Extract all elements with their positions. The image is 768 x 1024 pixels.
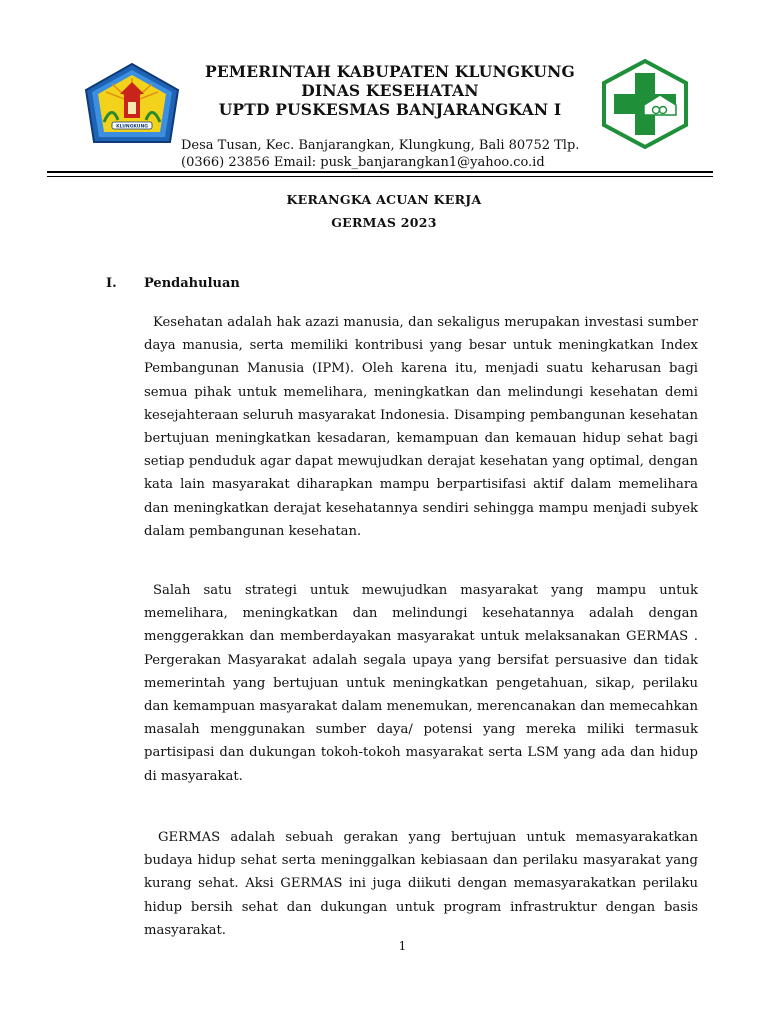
header-line-2: DINAS KESEHATAN [301,81,479,100]
paragraph-3 [144,826,698,942]
header-line-1: PEMERINTAH KABUPATEN KLUNGKUNG [205,62,575,81]
header-divider-thick [47,171,713,173]
page-number: 1 [398,939,407,953]
section-heading: Pendahuluan [144,276,240,291]
header-divider-thin [47,176,713,177]
doc-title: KERANGKA ACUAN KERJA [286,192,482,207]
paragraph-1-text: Kesehatan adalah hak azazi manusia, dan sekaligus merupakan investasi sumber daya manusia, serta memiliki kontribusi yang besar untuk meningkatkan Index Pembangunan Manusia (IPM). Oleh karena itu, menjadi suatu keharusan bagi semua pihak untuk memelihara, meningkatkan dan melindungi kesehatan demi kesejahteraan seluruh masyarakat Indonesia. Disamping pembangunan kesehatan bertujuan meningkatkan kesadaran, kemampuan dan kemauan hidup sehat bagi setiap penduduk agar dapat mewujudkan derajat kesehatan yang optimal, dengan kata lain masyarakat diharapkan mampu berpartisifasi aktif dalam memelihara dan meningkatkan derajat kesehatannya sendiri sehingga mampu menjadi subyek dalam pembangunan kesehatan. [144,315,698,539]
paragraph-1 [144,311,698,543]
doc-subtitle: GERMAS 2023 [331,215,437,230]
puskesmas-logo-icon [600,59,690,149]
paragraph-3-text: GERMAS adalah sebuah gerakan yang bertujuan untuk memasyarakatkan budaya hidup sehat serta meninggalkan kebiasaan dan perilaku masyarakat yang kurang sehat. Aksi GERMAS ini juga diikuti dengan memasyarakatkan perilaku hidup bersih sehat dan dukungan untuk program infrastruktur dengan basis masyarakat. [144,830,698,938]
paragraph-2-text: Salah satu strategi untuk mewujudkan masyarakat yang mampu untuk memelihara, meningkatkan dan melindungi kesehatannya adalah dengan menggerakkan dan memberdayakan masyarakat untuk melaksanakan GERMAS . Pergerakan Masyarakat adalah segala upaya yang bersifat persuasive dan tidak memerintah yang bertujuan untuk meningkatkan pengetahuan, sikap, perilaku dan kemampuan masyarakat dalam menemukan, merencanakan dan memecahkan masalah menggunakan sumber daya/ potensi yang mereka miliki termasuk partisipasi dan dukungan tokoh-tokoh masyarakat serta LSM yang ada dan hidup di masyarakat. [144,583,698,784]
paragraph-2 [144,579,698,788]
header-line-3: UPTD PUSKESMAS BANJARANGKAN I [218,100,562,119]
section-number: I. [106,276,117,291]
header-address-1: Desa Tusan, Kec. Banjarangkan, Klungkung, Bali 80752 Tlp. [181,138,580,153]
seal-ribbon-text: KLUNGKUNG [116,124,148,130]
klungkung-seal-icon [82,62,182,148]
header-address-2: (0366) 23856 Email: pusk_banjarangkan1@yahoo.co.id [181,155,545,170]
